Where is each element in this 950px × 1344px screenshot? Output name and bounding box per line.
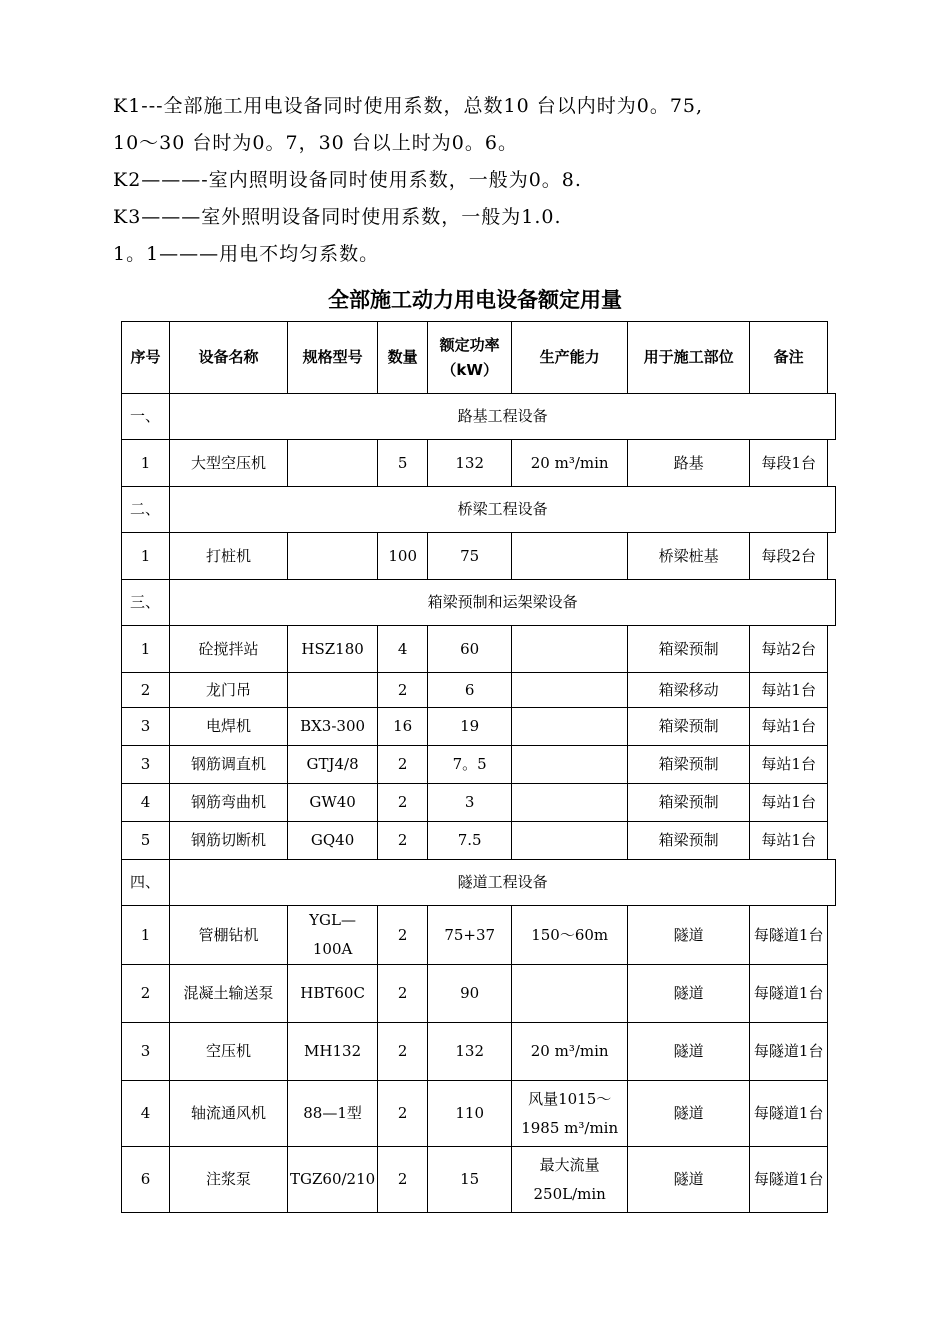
cell-seq: 1 <box>122 906 170 965</box>
header-power-line1: 额定功率 <box>439 335 500 354</box>
cell-name: 钢筋切断机 <box>170 822 288 860</box>
table-row <box>122 1147 836 1213</box>
header-location: 用于施工部位 <box>628 322 750 394</box>
cell-name: 注浆泵 <box>170 1147 288 1213</box>
cell-model: HBT60C <box>288 965 378 1023</box>
table-row <box>122 746 836 784</box>
table-row <box>122 965 836 1023</box>
cell-power: 75 <box>428 533 512 580</box>
header-power-line2: （kW） <box>441 360 498 379</box>
header-note: 备注 <box>750 322 828 394</box>
cell-loc: 隧道 <box>628 906 750 965</box>
paragraph-k3: K3———室外照明设备同时使用系数，一般为1.0. <box>113 206 562 228</box>
cell-qty: 100 <box>378 533 428 580</box>
cell-cap <box>512 533 628 580</box>
cell-qty: 2 <box>378 1023 428 1081</box>
cell-power: 75+37 <box>428 906 512 965</box>
cell-trail <box>828 673 836 708</box>
header-seq: 序号 <box>122 322 170 394</box>
table-row <box>122 708 836 746</box>
cell-note: 每站1台 <box>750 708 828 746</box>
cell-seq: 3 <box>122 708 170 746</box>
cell-qty: 2 <box>378 906 428 965</box>
cell-loc: 隧道 <box>628 965 750 1023</box>
table-row <box>122 673 836 708</box>
equipment-table <box>121 321 836 1213</box>
cell-seq: 3 <box>122 1023 170 1081</box>
cell-cap <box>512 626 628 673</box>
cell-model: 88—1型 <box>288 1081 378 1147</box>
cell-qty: 2 <box>378 673 428 708</box>
paragraph-k1: K1---全部施工用电设备同时使用系数，总数10 台以内时为0。75, <box>113 95 704 117</box>
cell-power: 110 <box>428 1081 512 1147</box>
table-row <box>122 906 836 965</box>
cell-qty: 16 <box>378 708 428 746</box>
cell-name: 电焊机 <box>170 708 288 746</box>
table-body <box>122 394 836 1213</box>
cell-loc: 箱梁预制 <box>628 746 750 784</box>
cell-trail <box>828 1023 836 1081</box>
section-title: 箱梁预制和运架梁设备 <box>170 580 836 626</box>
cell-power: 19 <box>428 708 512 746</box>
table-row <box>122 1081 836 1147</box>
cell-cap: 150～60m <box>512 906 628 965</box>
cell-name: 钢筋弯曲机 <box>170 784 288 822</box>
section-number: 一、 <box>122 394 170 440</box>
cell-qty: 2 <box>378 1147 428 1213</box>
cell-trail <box>828 784 836 822</box>
header-power <box>428 322 512 394</box>
cell-note: 每隧道1台 <box>750 906 828 965</box>
cell-name: 砼搅拌站 <box>170 626 288 673</box>
cell-cap: 20 m³/min <box>512 1023 628 1081</box>
cell-note: 每隧道1台 <box>750 1023 828 1081</box>
cell-cap <box>512 708 628 746</box>
cell-loc: 箱梁预制 <box>628 784 750 822</box>
cell-cap: 风量1015～1985 m³/min <box>512 1081 628 1147</box>
section-row <box>122 394 836 440</box>
table-row <box>122 784 836 822</box>
cell-seq: 6 <box>122 1147 170 1213</box>
intro-paragraphs <box>113 88 703 273</box>
cell-name: 龙门吊 <box>170 673 288 708</box>
cell-power: 7.5 <box>428 822 512 860</box>
cell-note: 每站1台 <box>750 673 828 708</box>
cell-loc: 桥梁桩基 <box>628 533 750 580</box>
cell-loc: 隧道 <box>628 1023 750 1081</box>
cell-cap: 最大流量250L/min <box>512 1147 628 1213</box>
header-capacity: 生产能力 <box>512 322 628 394</box>
cell-name: 空压机 <box>170 1023 288 1081</box>
cell-cap <box>512 965 628 1023</box>
table-row <box>122 440 836 487</box>
cell-note: 每站1台 <box>750 822 828 860</box>
cell-note: 每段2台 <box>750 533 828 580</box>
cell-cap <box>512 784 628 822</box>
header-trail <box>828 322 836 394</box>
table-row <box>122 822 836 860</box>
cell-model <box>288 533 378 580</box>
cell-loc: 隧道 <box>628 1147 750 1213</box>
cell-seq: 3 <box>122 746 170 784</box>
cell-trail <box>828 1147 836 1213</box>
cell-model <box>288 673 378 708</box>
cell-model: HSZ180 <box>288 626 378 673</box>
cell-power: 7。5 <box>428 746 512 784</box>
cell-name: 大型空压机 <box>170 440 288 487</box>
cell-seq: 2 <box>122 673 170 708</box>
cell-seq: 4 <box>122 1081 170 1147</box>
cell-name: 钢筋调直机 <box>170 746 288 784</box>
cell-note: 每站2台 <box>750 626 828 673</box>
cell-cap <box>512 746 628 784</box>
section-number: 二、 <box>122 487 170 533</box>
cell-power: 132 <box>428 440 512 487</box>
cell-power: 60 <box>428 626 512 673</box>
cell-loc: 隧道 <box>628 1081 750 1147</box>
section-row <box>122 860 836 906</box>
cell-qty: 2 <box>378 822 428 860</box>
cell-name: 打桩机 <box>170 533 288 580</box>
cell-trail <box>828 708 836 746</box>
cell-trail <box>828 965 836 1023</box>
cell-model: BX3-300 <box>288 708 378 746</box>
paragraph-k1-continued: 10～30 台时为0。7，30 台以上时为0。6。 <box>113 132 518 154</box>
cell-trail <box>828 906 836 965</box>
cell-model: YGL—100A <box>288 906 378 965</box>
cell-note: 每站1台 <box>750 746 828 784</box>
cell-cap <box>512 673 628 708</box>
cell-seq: 1 <box>122 440 170 487</box>
cell-name: 混凝土输送泵 <box>170 965 288 1023</box>
paragraph-k2: K2———-室内照明设备同时使用系数，一般为0。8. <box>113 169 582 191</box>
table-title: 全部施工动力用电设备额定用量 <box>328 288 622 312</box>
cell-qty: 2 <box>378 784 428 822</box>
cell-qty: 2 <box>378 746 428 784</box>
cell-qty: 2 <box>378 965 428 1023</box>
cell-loc: 箱梁预制 <box>628 822 750 860</box>
cell-name: 管棚钻机 <box>170 906 288 965</box>
cell-seq: 1 <box>122 626 170 673</box>
section-row <box>122 487 836 533</box>
cell-power: 132 <box>428 1023 512 1081</box>
cell-model: MH132 <box>288 1023 378 1081</box>
table-row <box>122 626 836 673</box>
cell-seq: 5 <box>122 822 170 860</box>
cell-trail <box>828 1081 836 1147</box>
cell-note: 每隧道1台 <box>750 1147 828 1213</box>
table-header-row <box>122 322 836 394</box>
header-name: 设备名称 <box>170 322 288 394</box>
cell-loc: 箱梁预制 <box>628 626 750 673</box>
cell-cap: 20 m³/min <box>512 440 628 487</box>
paragraph-unbalance: 1。1———用电不均匀系数。 <box>113 243 380 265</box>
header-model: 规格型号 <box>288 322 378 394</box>
cell-model: TGZ60/210 <box>288 1147 378 1213</box>
table-row <box>122 533 836 580</box>
header-qty: 数量 <box>378 322 428 394</box>
cell-qty: 2 <box>378 1081 428 1147</box>
section-number: 四、 <box>122 860 170 906</box>
cell-model: GTJ4/8 <box>288 746 378 784</box>
cell-qty: 4 <box>378 626 428 673</box>
cell-trail <box>828 746 836 784</box>
cell-power: 15 <box>428 1147 512 1213</box>
cell-power: 3 <box>428 784 512 822</box>
cell-cap <box>512 822 628 860</box>
cell-model <box>288 440 378 487</box>
cell-seq: 2 <box>122 965 170 1023</box>
cell-model: GQ40 <box>288 822 378 860</box>
section-title: 隧道工程设备 <box>170 860 836 906</box>
cell-trail <box>828 533 836 580</box>
table-row <box>122 1023 836 1081</box>
cell-note: 每隧道1台 <box>750 965 828 1023</box>
cell-loc: 箱梁预制 <box>628 708 750 746</box>
cell-loc: 箱梁移动 <box>628 673 750 708</box>
cell-trail <box>828 822 836 860</box>
cell-seq: 1 <box>122 533 170 580</box>
section-row <box>122 580 836 626</box>
cell-seq: 4 <box>122 784 170 822</box>
section-title: 路基工程设备 <box>170 394 836 440</box>
cell-note: 每站1台 <box>750 784 828 822</box>
cell-name: 轴流通风机 <box>170 1081 288 1147</box>
cell-qty: 5 <box>378 440 428 487</box>
cell-loc: 路基 <box>628 440 750 487</box>
cell-note: 每段1台 <box>750 440 828 487</box>
cell-power: 90 <box>428 965 512 1023</box>
section-number: 三、 <box>122 580 170 626</box>
cell-trail <box>828 626 836 673</box>
cell-trail <box>828 440 836 487</box>
cell-power: 6 <box>428 673 512 708</box>
cell-note: 每隧道1台 <box>750 1081 828 1147</box>
section-title: 桥梁工程设备 <box>170 487 836 533</box>
cell-model: GW40 <box>288 784 378 822</box>
